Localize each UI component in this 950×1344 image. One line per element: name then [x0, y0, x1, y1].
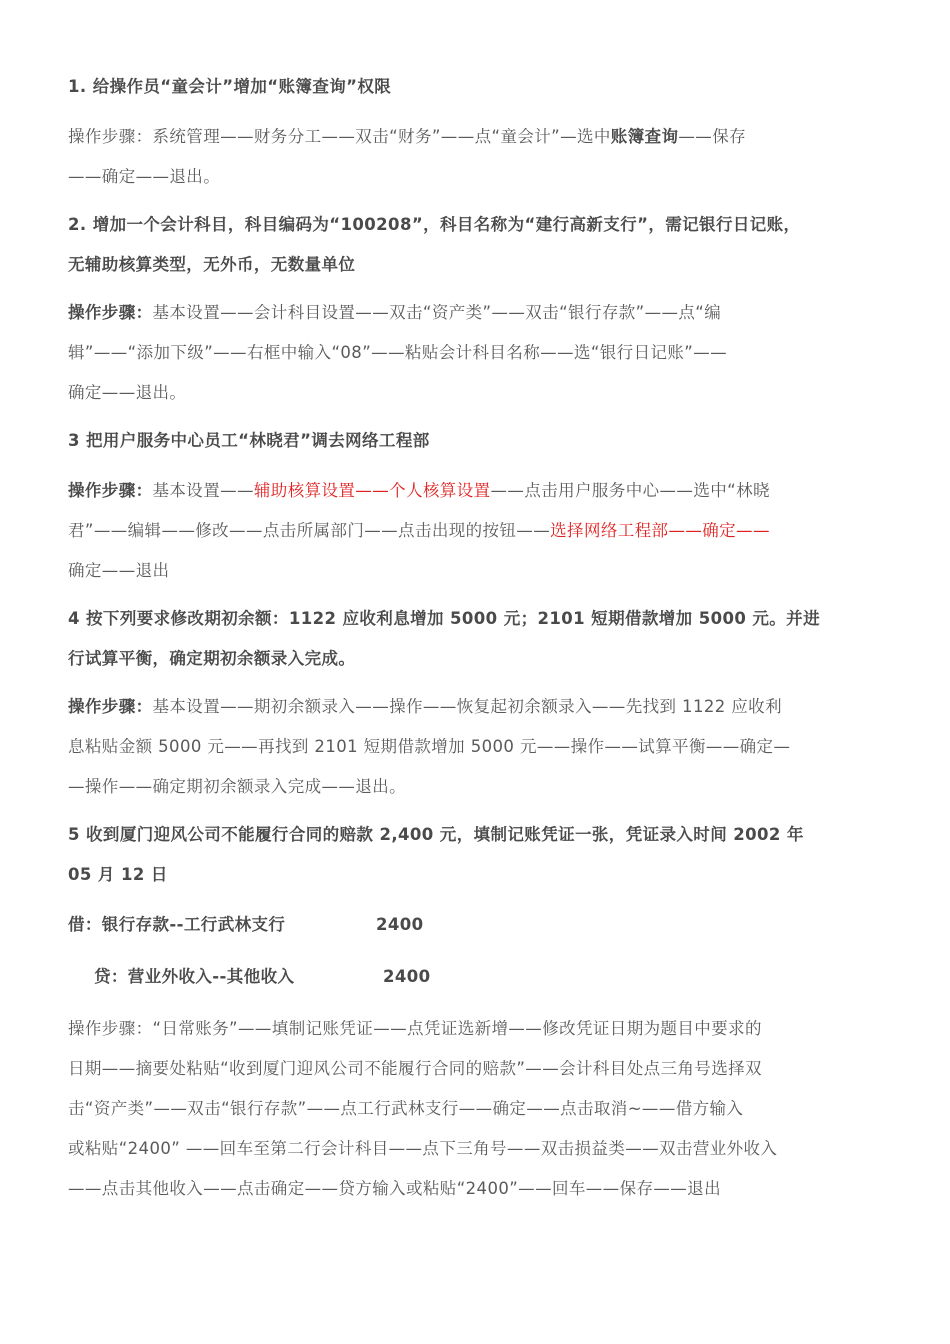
- q2-title-line-1: 2. 增加一个会计科目，科目编码为“100208”，科目名称为“建行高新支行”，需记银行日记账，: [68, 215, 801, 234]
- q4-steps-line-3: —操作——确定期初余额录入完成——退出。: [68, 777, 406, 796]
- q2-steps-line-3: 确定——退出。: [68, 383, 187, 402]
- q3-steps-line-3: 确定——退出: [68, 561, 170, 580]
- debit-account: 借：银行存款--工行武林支行: [68, 915, 286, 934]
- q2-title-line-2: 无辅助核算类型，无外币，无数量单位: [68, 255, 356, 274]
- q4-steps-line-2: 息粘贴金额 5000 元——再找到 2101 短期借款增加 5000 元——操作——试算平衡——确定—: [68, 737, 791, 756]
- credit-account: 贷：营业外收入--其他收入: [94, 967, 295, 986]
- q2-steps-line-1: 操作步骤：基本设置——会计科目设置——双击“资产类”——双击“银行存款”——点“编: [68, 303, 722, 322]
- q5-steps-line-5: ——点击其他收入——点击确定——贷方输入或粘贴“2400”——回车——保存——退出: [68, 1179, 721, 1198]
- q3-steps-line-1: 操作步骤：基本设置——辅助核算设置——个人核算设置——点击用户服务中心——选中“林晓: [68, 481, 770, 500]
- q5-steps-line-2: 日期——摘要处粘贴“收到厦门迎风公司不能履行合同的赔款”——会计科目处点三角号选择双: [68, 1059, 762, 1078]
- credit-amount: 2400: [383, 967, 431, 986]
- q5-steps-line-1: 操作步骤：“日常账务”——填制记账凭证——点凭证选新增——修改凭证日期为题目中要求的: [68, 1019, 762, 1038]
- q4-title-line-2: 行试算平衡，确定期初余额录入完成。: [68, 649, 356, 668]
- q5-title-line-1: 5 收到厦门迎风公司不能履行合同的赔款 2,400 元，填制记账凭证一张，凭证录入时间 2002 年: [68, 825, 804, 844]
- q1-steps-line-2: ——确定——退出。: [68, 167, 221, 186]
- q3-steps-line-2: 君”——编辑——修改——点击所属部门——点击出现的按钮——选择网络工程部——确定——: [68, 521, 770, 540]
- q5-steps-line-3: 击“资产类”——双击“银行存款”——点工行武林支行——确定——点击取消~——借方输入: [68, 1099, 744, 1118]
- q1-steps-line-1: 操作步骤：系统管理——财务分工——双击“财务”——点“童会计”—选中账簿查询——保存: [68, 127, 747, 146]
- q4-title-line-1: 4 按下列要求修改期初余额：1122 应收利息增加 5000 元；2101 短期借款增加 5000 元。并进: [68, 609, 820, 628]
- q5-title-line-2: 05 月 12 日: [68, 865, 168, 884]
- q2-steps-line-2: 辑”——“添加下级”——右框中输入“08”——粘贴会计科目名称——选“银行日记账”——: [68, 343, 728, 362]
- q3-title: 3 把用户服务中心员工“林晓君”调去网络工程部: [68, 431, 430, 450]
- q5-debit-entry: [68, 914, 424, 936]
- debit-amount: 2400: [376, 915, 424, 934]
- q5-credit-entry: [94, 966, 431, 988]
- q5-steps-line-4: 或粘贴“2400” ——回车至第二行会计科目——点下三角号——双击损益类——双击营业外收入: [68, 1139, 778, 1158]
- q4-steps-line-1: 操作步骤：基本设置——期初余额录入——操作——恢复起初余额录入——先找到 1122 应收利: [68, 697, 782, 716]
- q1-title: 1. 给操作员“童会计”增加“账簿查询”权限: [68, 77, 392, 96]
